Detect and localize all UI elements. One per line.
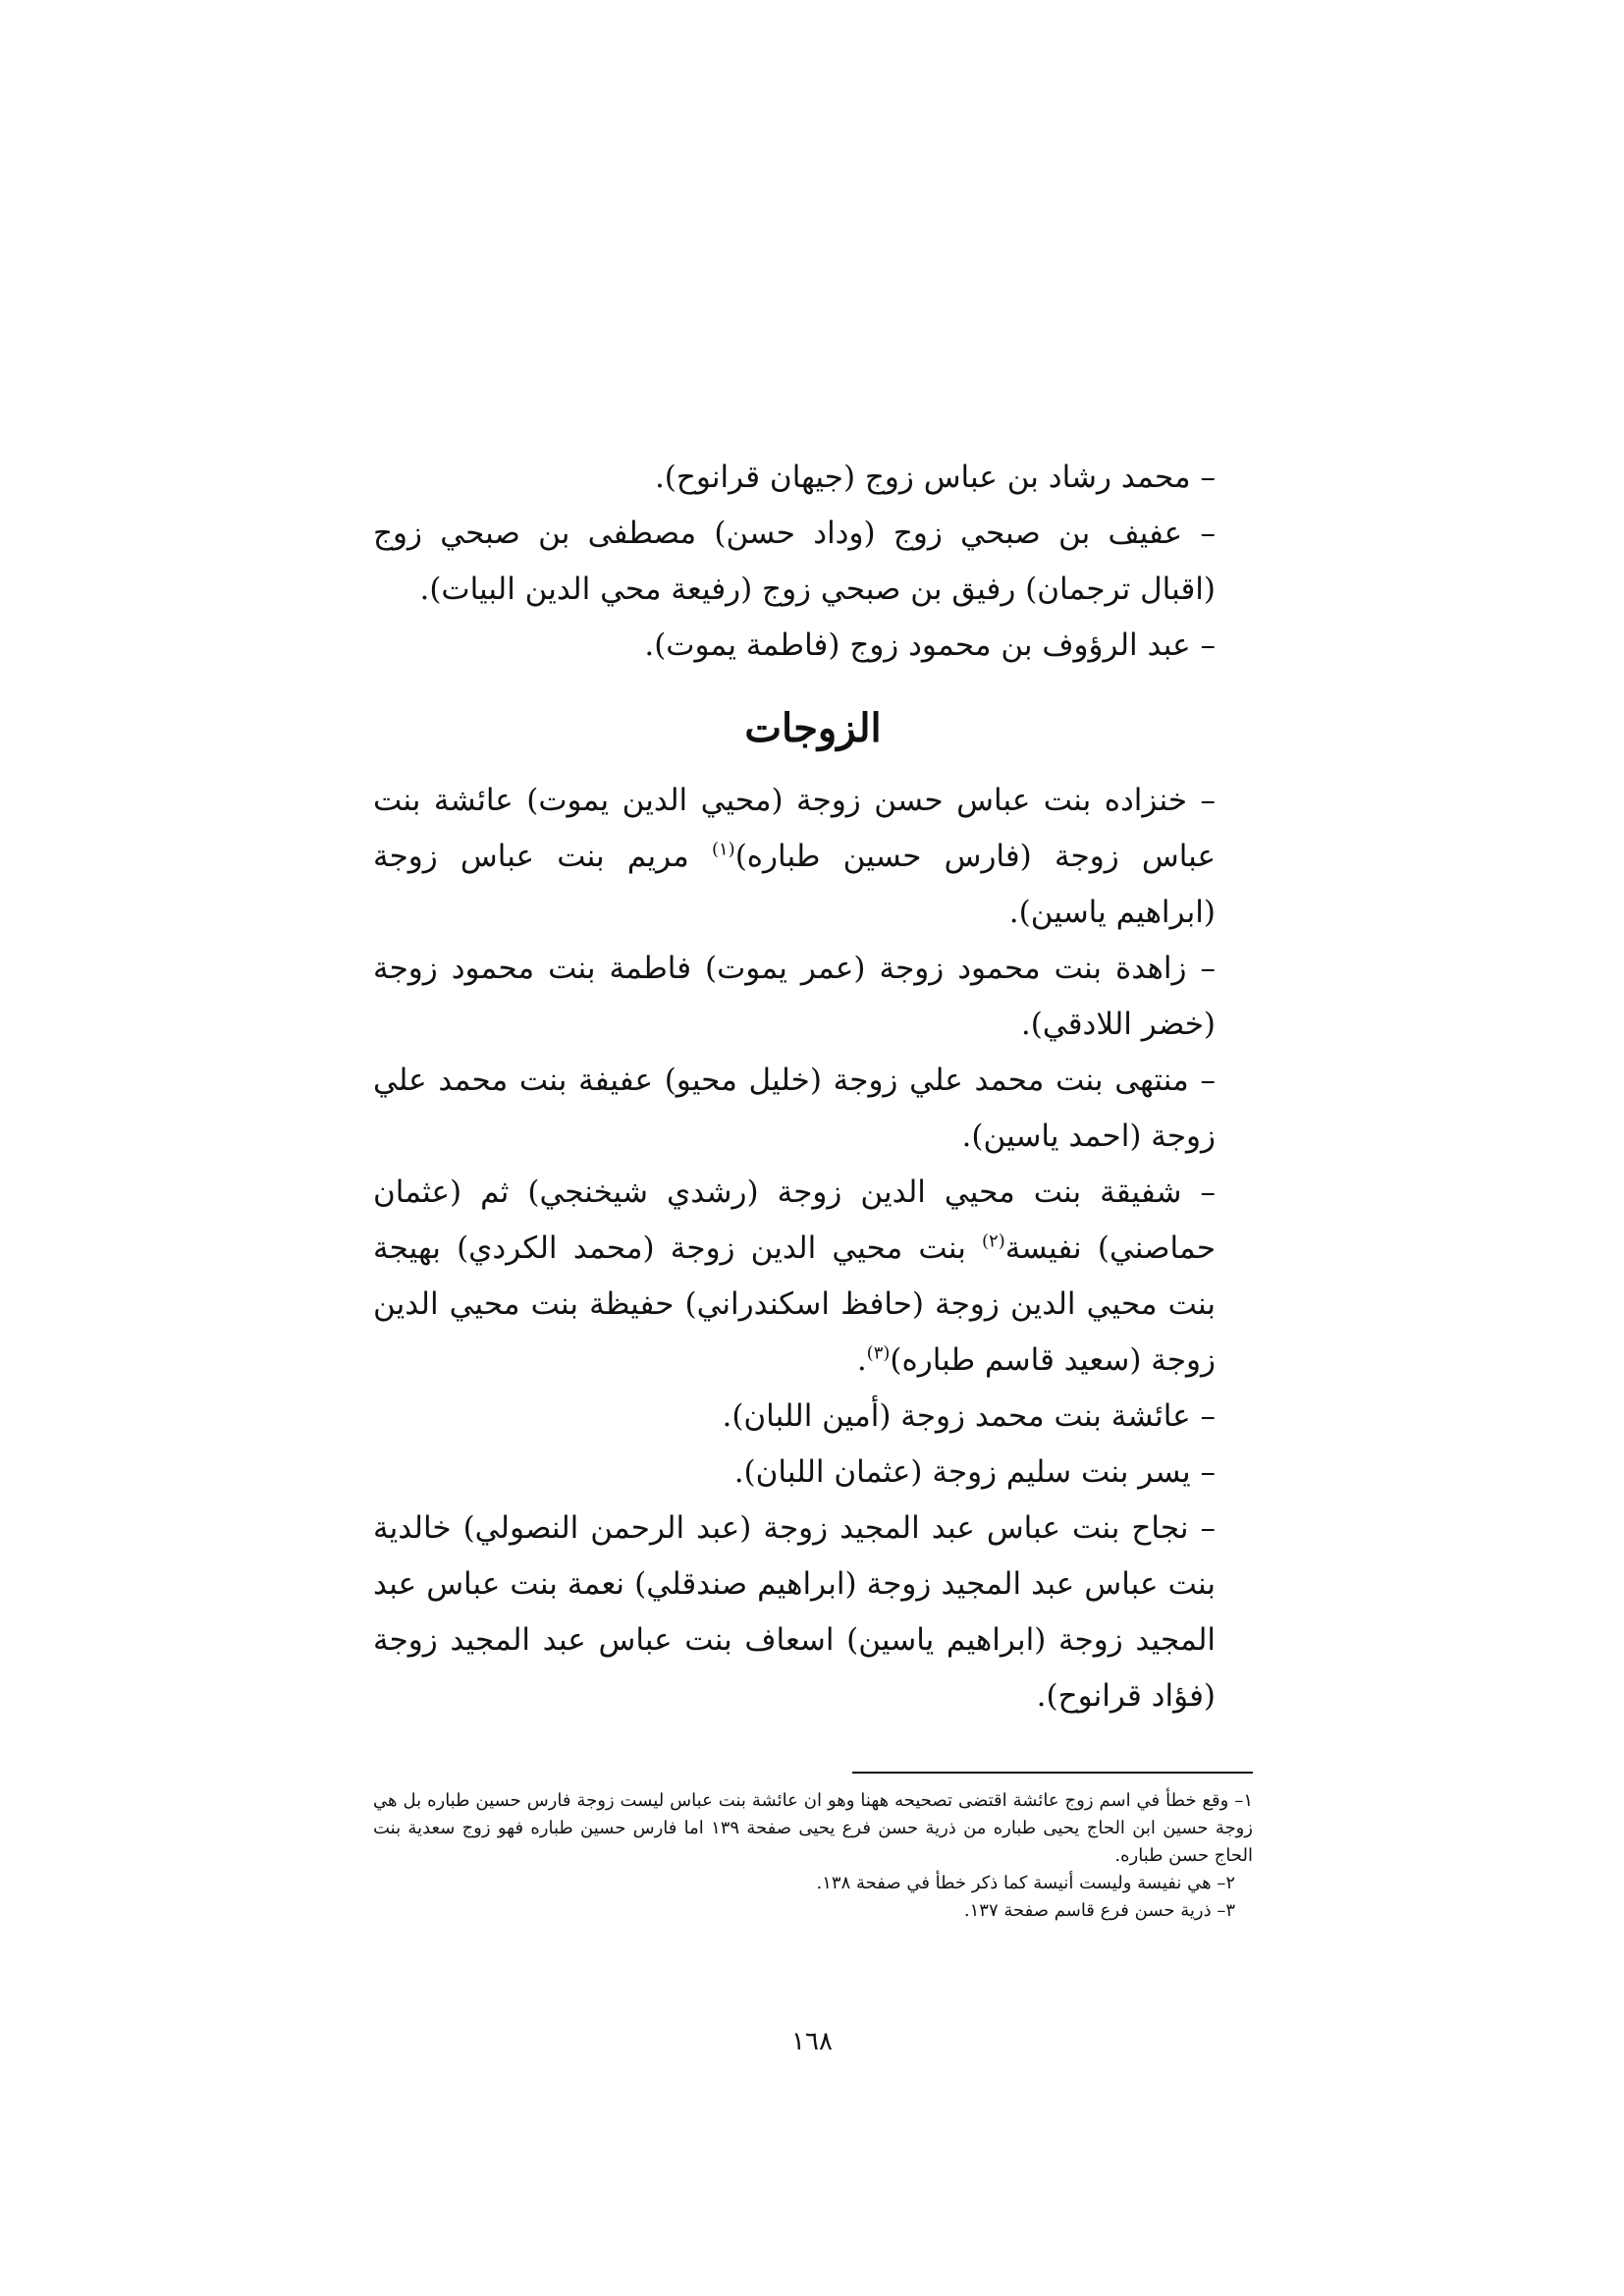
intro-line-2: – عفيف بن صبحي زوج (وداد حسن) مصطفى بن صبحي زوج (اقبال ترجمان) رفيق بن صبحي زوج (رفيعة محي الدين البيات). bbox=[373, 516, 1216, 607]
footnote-ref-3[interactable]: (٣) bbox=[866, 1342, 891, 1364]
page-number: ١٦٨ bbox=[791, 2027, 833, 2056]
wives-paragraph-1 bbox=[373, 773, 1253, 941]
wives-paragraph-4-text-b: بنت محيي الدين زوجة (محمد الكردي) بهيجة بنت محيي الدين زوجة (حافظ اسكندراني) حفيظة بنت محيي الدين زوجة (سعيد قاسم طباره) bbox=[373, 1230, 1216, 1378]
intro-line-3: – عبد الرؤوف بن محمود زوج (فاطمة يموت). bbox=[644, 628, 1216, 663]
wives-paragraph-4 bbox=[373, 1165, 1253, 1389]
intro-line-1: – محمد رشاد بن عباس زوج (جيهان قرانوح). bbox=[654, 460, 1216, 495]
section-heading: الزوجات bbox=[744, 705, 882, 751]
wives-paragraph-4-text-a: – شفيقة بنت محيي الدين زوجة (رشدي شيخنجي) ثم (عثمان حماصني) نفيسة bbox=[373, 1175, 1216, 1266]
wives-paragraph-2: – زاهدة بنت محمود زوجة (عمر يموت) فاطمة بنت محمود زوجة (خضر اللادقي). bbox=[373, 951, 1216, 1042]
wives-paragraph-1-text-b: مريم بنت عباس زوجة (ابراهيم ياسين). bbox=[373, 839, 1216, 930]
wives-paragraph-3: – منتهى بنت محمد علي زوجة (خليل محيو) عفيفة بنت محمد علي زوجة (احمد ياسين). bbox=[373, 1063, 1216, 1154]
footnote-ref-1[interactable]: (١) bbox=[711, 839, 735, 860]
wives-paragraph-1-text-a: – خنزاده بنت عباس حسن زوجة (محيي الدين يموت) عائشة بنت عباس زوجة (فارس حسين طباره) bbox=[373, 783, 1216, 874]
footnote-2: ٢– هي نفيسة وليست أنيسة كما ذكر خطأ في صفحة ١٣٨. bbox=[816, 1873, 1235, 1893]
page-body bbox=[373, 450, 1253, 1925]
footnote-1: ١– وقع خطأ في اسم زوج عائشة اقتضى تصحيحه ههنا وهو ان عائشة بنت عباس ليست زوجة فارس حسين طباره بل هي زوجة حسين ابن الحاج يحيى طباره من ذرية حسن فرع يحيى صفحة ١٣٩ اما فارس حسين طباره فهو زوج سعدية بنت الحاج حسن طباره. bbox=[373, 1790, 1253, 1866]
footnote-separator bbox=[852, 1772, 1253, 1774]
footnote-3: ٣– ذرية حسن فرع قاسم صفحة ١٣٧. bbox=[963, 1900, 1235, 1921]
wives-paragraph-5: – عائشة بنت محمد زوجة (أمين اللبان). bbox=[722, 1398, 1216, 1434]
wives-paragraph-7: – نجاح بنت عباس عبد المجيد زوجة (عبد الرحمن النصولي) خالدية بنت عباس عبد المجيد زوجة (ابراهيم صندقلي) نعمة بنت عباس عبد المجيد زوجة (ابراهيم ياسين) اسعاف بنت عباس عبد المجيد زوجة (فؤاد قرانوح). bbox=[373, 1510, 1216, 1714]
footnote-ref-2[interactable]: (٢) bbox=[982, 1230, 1005, 1252]
wives-paragraph-6: – يسر بنت سليم زوجة (عثمان اللبان). bbox=[733, 1454, 1216, 1490]
wives-paragraph-4-text-c: . bbox=[856, 1342, 867, 1378]
